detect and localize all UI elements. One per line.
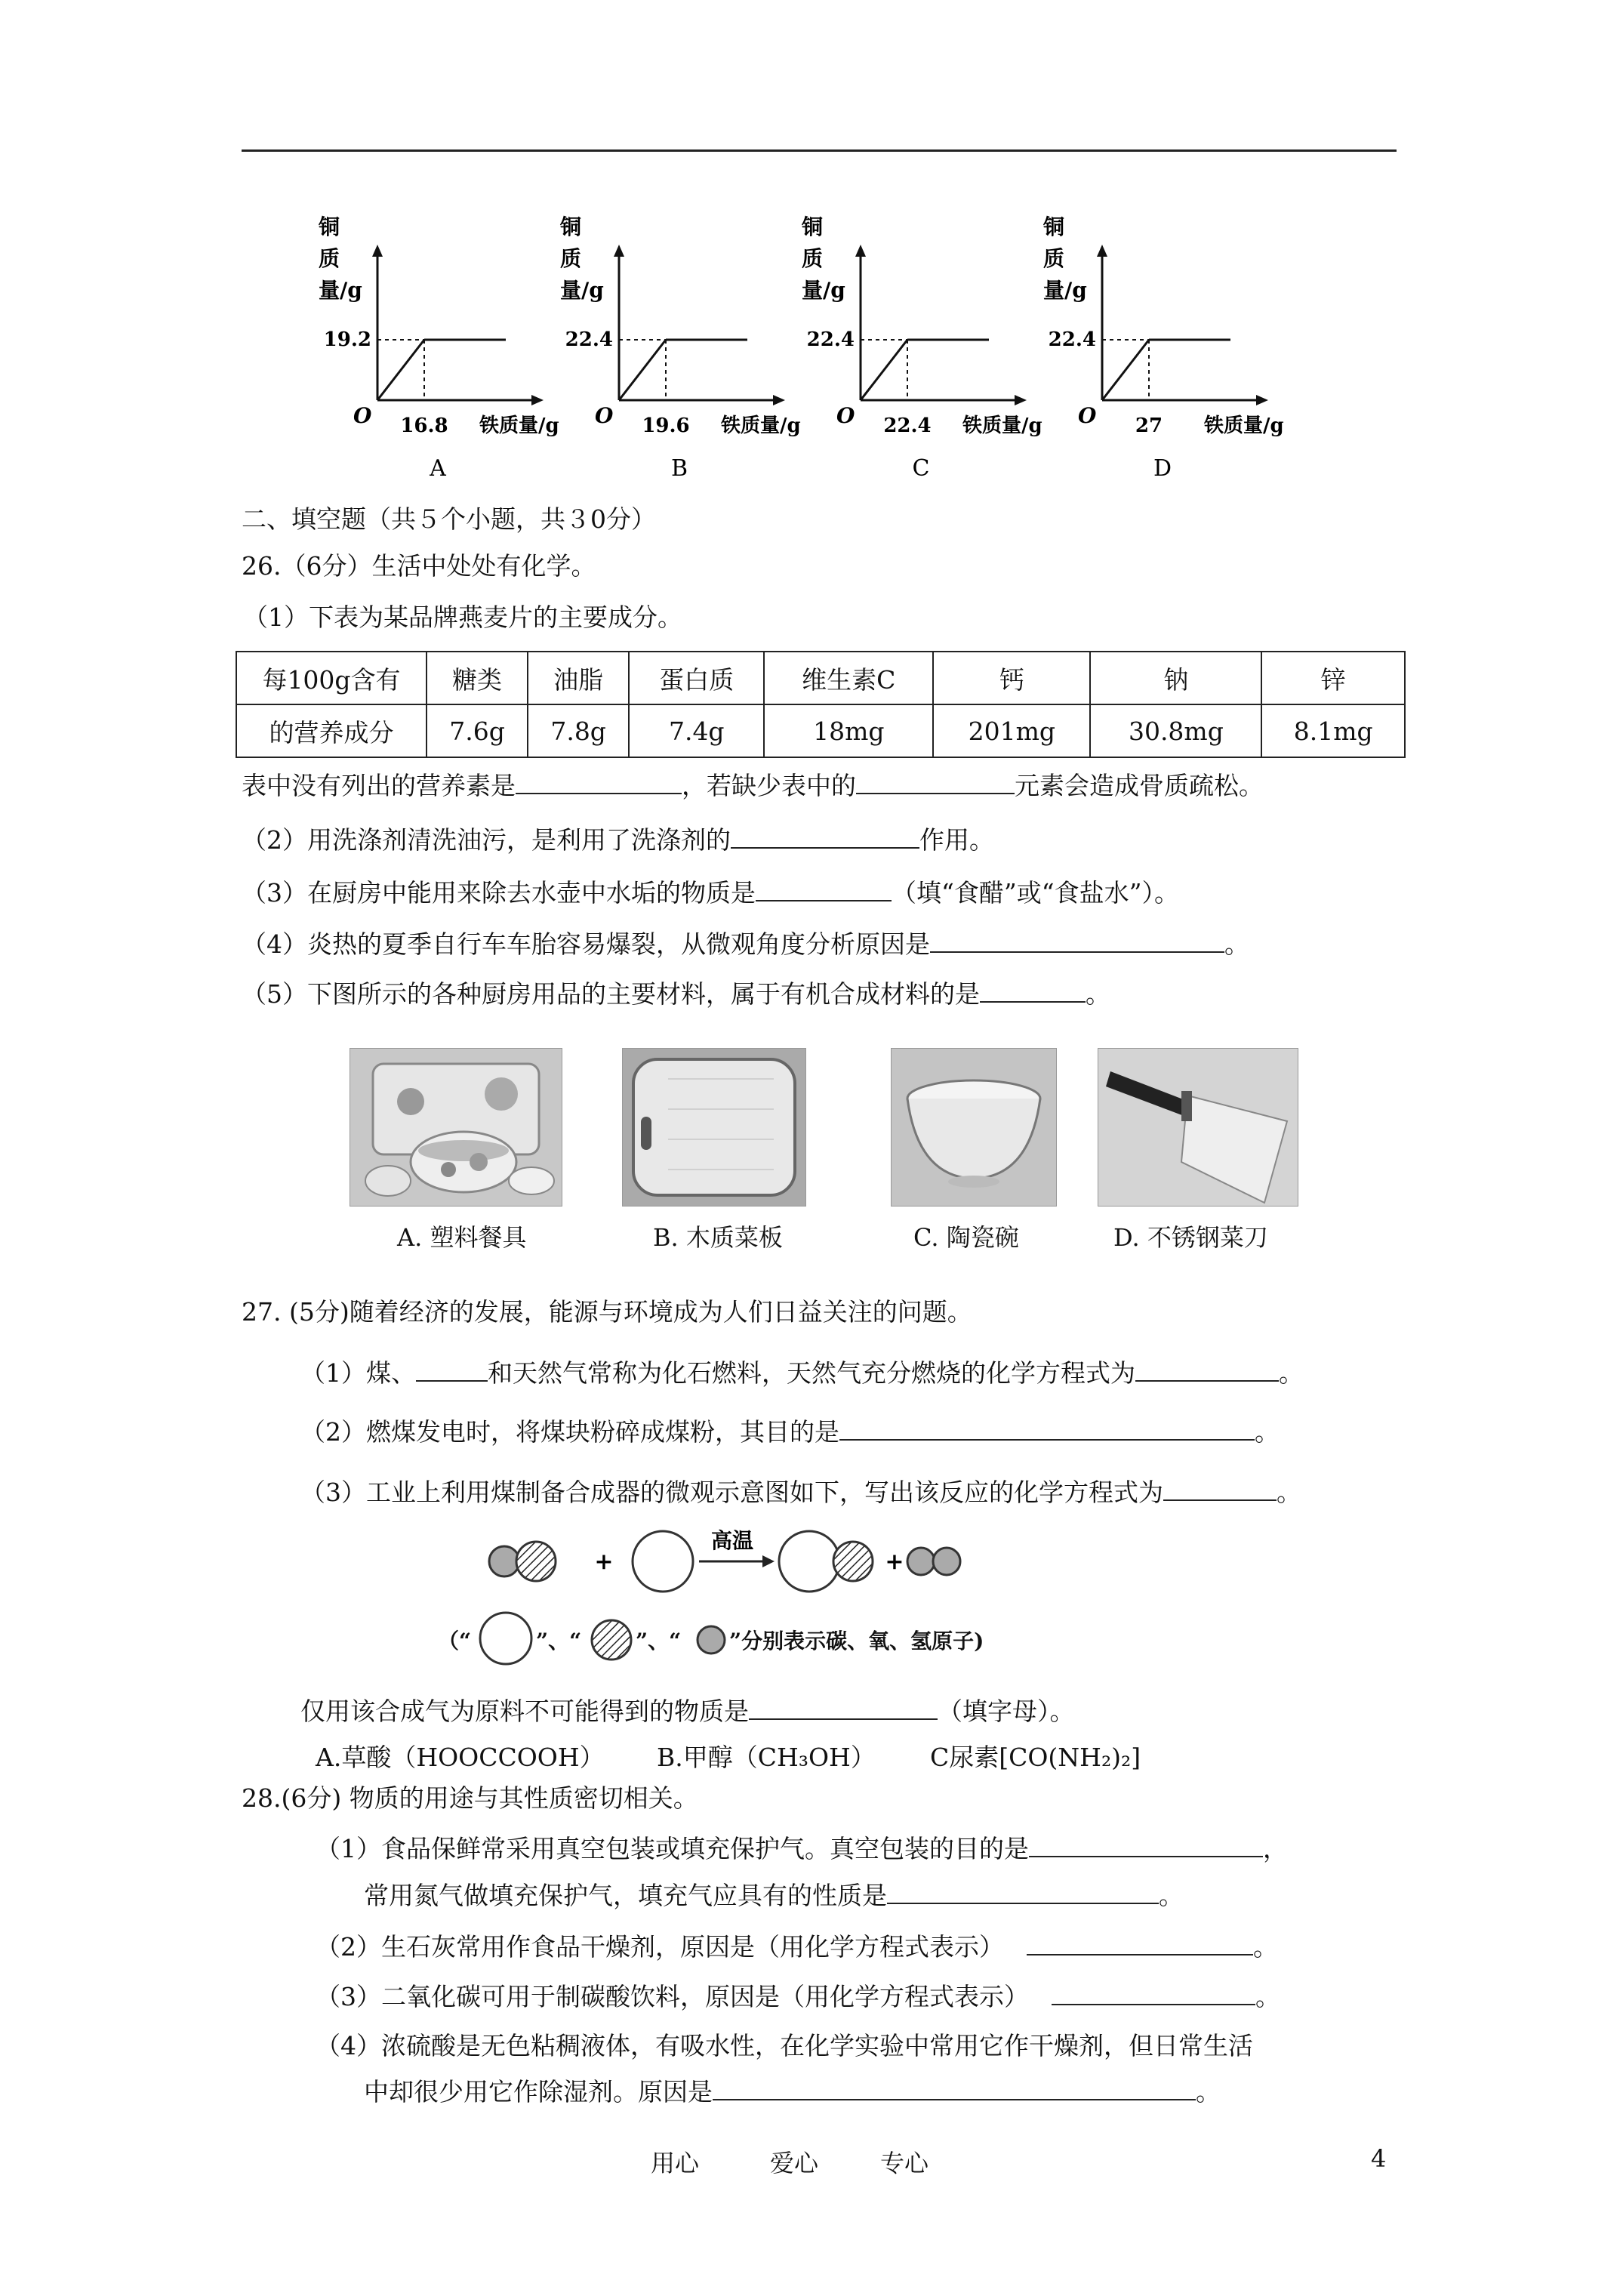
text: 。 bbox=[1196, 2077, 1221, 2106]
q27-p3 bbox=[300, 1477, 1301, 1508]
section-title: 二、填空题（共５个小题，共３0分） bbox=[242, 504, 656, 534]
reaction-condition: 高温 bbox=[710, 1528, 754, 1553]
graph-letter: A bbox=[430, 455, 446, 482]
table-cell: 7.4g bbox=[629, 704, 764, 757]
x-axis-arrow bbox=[1256, 395, 1268, 405]
y-tick-label: 22.4 bbox=[806, 328, 855, 351]
y-axis-label: 量/g bbox=[560, 278, 604, 303]
footer-mid: 爱心 bbox=[770, 2149, 819, 2177]
kitchen-knife-drawing bbox=[1098, 1049, 1298, 1206]
y-tick-label: 22.4 bbox=[565, 328, 613, 351]
y-axis-label: 量/g bbox=[1043, 278, 1087, 303]
legend-oxygen bbox=[589, 1617, 634, 1663]
table-cell: 的营养成分 bbox=[236, 704, 427, 757]
text: （2）生石灰常用作食品干燥剂，原因是（用化学方程式表示） bbox=[316, 1932, 1004, 1962]
answer-blank[interactable] bbox=[713, 2076, 1196, 2100]
answer-blank[interactable] bbox=[1163, 1477, 1277, 1501]
table-cell: 蛋白质 bbox=[629, 652, 764, 704]
text: （2）燃煤发电时，将煤块粉碎成煤粉，其目的是 bbox=[300, 1417, 839, 1447]
y-tick-label: 22.4 bbox=[1048, 328, 1096, 351]
x-axis-arrow bbox=[531, 395, 544, 405]
carbon-atom bbox=[779, 1531, 839, 1592]
q28-p4-cont bbox=[364, 2076, 1221, 2107]
text: （“ bbox=[438, 1629, 472, 1653]
oxygen-atom bbox=[516, 1542, 556, 1581]
diagram-legend bbox=[438, 1608, 1042, 1669]
x-tick-label: 22.4 bbox=[883, 415, 932, 437]
oxygen-atom bbox=[833, 1542, 873, 1581]
hydrogen-atom bbox=[933, 1548, 960, 1575]
origin-label: O bbox=[836, 403, 855, 428]
table-cell: 糖类 bbox=[427, 652, 528, 704]
caption-c: C. 陶瓷碗 bbox=[913, 1223, 1019, 1252]
answer-blank[interactable] bbox=[930, 929, 1224, 953]
text: （3）在厨房中能用来除去水壶中水垢的物质是 bbox=[242, 878, 756, 908]
q27-opt-a: A.草酸（HOOCCOOH） bbox=[316, 1743, 605, 1772]
text: 。 bbox=[1279, 1358, 1304, 1388]
text: 。 bbox=[1224, 929, 1249, 959]
text: 作用。 bbox=[919, 825, 994, 855]
answer-blank[interactable] bbox=[756, 877, 892, 901]
y-axis-label: 量/g bbox=[802, 278, 845, 303]
footer-left: 用心 bbox=[651, 2149, 700, 2177]
answer-blank[interactable] bbox=[1052, 1981, 1255, 2005]
q27-p1 bbox=[300, 1358, 1304, 1388]
table-cell: 8.1mg bbox=[1261, 704, 1405, 757]
table-cell: 201mg bbox=[933, 704, 1090, 757]
series-line-rise bbox=[1102, 340, 1149, 400]
text: 。 bbox=[1253, 1932, 1278, 1962]
q26-title: 26.（6分）生活中处处有化学。 bbox=[242, 551, 596, 581]
table-cell: 30.8mg bbox=[1090, 704, 1261, 757]
q26-p2 bbox=[242, 824, 994, 855]
text: 和天然气常称为化石燃料，天然气充分燃烧的化学方程式为 bbox=[488, 1358, 1135, 1388]
plastic-tableware-image bbox=[350, 1048, 562, 1207]
text: 仅用该合成气为原料不可能得到的物质是 bbox=[300, 1697, 749, 1726]
text: 。 bbox=[1255, 1417, 1280, 1447]
y-axis-arrow bbox=[614, 245, 624, 257]
answer-blank[interactable] bbox=[1029, 1833, 1263, 1857]
text: ， bbox=[1263, 1834, 1288, 1863]
header-rule bbox=[242, 149, 1397, 152]
arrow-head bbox=[762, 1555, 775, 1567]
y-tick-label: 19.2 bbox=[323, 328, 371, 351]
q27-title: 27. (5分)随着经济的发展，能源与环境成为人们日益关注的问题。 bbox=[242, 1297, 972, 1327]
y-axis-label: 质 bbox=[560, 246, 582, 271]
series-line-rise bbox=[619, 340, 666, 400]
answer-blank[interactable] bbox=[839, 1416, 1255, 1441]
y-axis-label: 铜 bbox=[319, 214, 340, 239]
text: 常用氮气做填充保护气，填充气应具有的性质是 bbox=[364, 1881, 887, 1910]
graph-letter: B bbox=[670, 455, 688, 482]
q26-p5 bbox=[242, 978, 1110, 1009]
table-cell: 18mg bbox=[764, 704, 933, 757]
text: （5）下图所示的各种厨房用品的主要材料，属于有机合成材料的是 bbox=[242, 979, 980, 1009]
text: （1）煤、 bbox=[300, 1358, 416, 1388]
kitchen-knife-image bbox=[1098, 1048, 1298, 1207]
text: ”、“ bbox=[636, 1629, 682, 1653]
y-axis-label: 质 bbox=[1043, 246, 1065, 271]
hydrogen-atom bbox=[489, 1546, 519, 1576]
table-cell: 钙 bbox=[933, 652, 1090, 704]
graphs-svg bbox=[302, 211, 1313, 483]
text: 。 bbox=[1277, 1478, 1301, 1507]
x-axis-label: 铁质量/g bbox=[962, 415, 1042, 437]
x-axis-arrow bbox=[1015, 395, 1027, 405]
q28-p3 bbox=[316, 1981, 1280, 2012]
q28-p2 bbox=[316, 1931, 1278, 1962]
text: ，若缺少表中的 bbox=[682, 771, 856, 800]
footer-right: 专心 bbox=[880, 2149, 929, 2177]
q26-p1: （1）下表为某品牌燕麦片的主要成分。 bbox=[243, 603, 682, 632]
text: 元素会造成骨质疏松。 bbox=[1015, 771, 1264, 800]
text: （1）食品保鲜常采用真空包装或填充保护气。真空包装的目的是 bbox=[316, 1834, 1029, 1863]
hydrogen-atom bbox=[907, 1548, 935, 1575]
x-tick-label: 19.6 bbox=[642, 415, 690, 437]
series-line-rise bbox=[377, 340, 424, 400]
q27-opt-b: B.甲醇（CH₃OH） bbox=[657, 1743, 876, 1772]
y-axis-label: 量/g bbox=[319, 278, 362, 303]
caption-d: D. 不锈钢菜刀 bbox=[1113, 1223, 1268, 1252]
caption-a: A. 塑料餐具 bbox=[397, 1223, 527, 1252]
answer-blank[interactable] bbox=[516, 770, 682, 794]
caption-b: B. 木质菜板 bbox=[653, 1223, 783, 1252]
answer-blank[interactable] bbox=[1027, 1931, 1253, 1955]
x-axis-label: 铁质量/g bbox=[479, 415, 559, 437]
answer-blank[interactable] bbox=[416, 1358, 488, 1382]
series-line-rise bbox=[861, 340, 907, 400]
ceramic-bowl-drawing bbox=[892, 1049, 1056, 1206]
q28-p1 bbox=[316, 1833, 1288, 1864]
q27-p4 bbox=[300, 1696, 1075, 1727]
wooden-board-image bbox=[622, 1048, 806, 1207]
table-cell: 维生素C bbox=[764, 652, 933, 704]
text: （3）工业上利用煤制备合成器的微观示意图如下，写出该反应的化学方程式为 bbox=[300, 1478, 1163, 1507]
origin-label: O bbox=[353, 403, 372, 428]
table-cell: 锌 bbox=[1261, 652, 1405, 704]
q26-p3 bbox=[242, 877, 1179, 908]
answer-blank[interactable] bbox=[980, 978, 1086, 1003]
y-axis-label: 质 bbox=[802, 246, 824, 271]
nutrition-table bbox=[236, 651, 1406, 758]
q27-p2 bbox=[300, 1416, 1280, 1447]
legend-hydrogen bbox=[694, 1623, 728, 1657]
ceramic-bowl-image bbox=[891, 1048, 1057, 1207]
carbon-atom bbox=[633, 1531, 693, 1592]
origin-label: O bbox=[595, 403, 614, 428]
table-cell: 钠 bbox=[1090, 652, 1261, 704]
origin-label: O bbox=[1078, 403, 1097, 428]
plus-sign: + bbox=[885, 1549, 904, 1575]
page-number: 4 bbox=[1371, 2144, 1387, 2173]
q28-p4: （4）浓硫酸是无色粘稠液体，有吸水性，在化学实验中常用它作干燥剂，但日常生活 bbox=[316, 2031, 1253, 2060]
y-axis-arrow bbox=[372, 245, 383, 257]
plus-sign: + bbox=[594, 1549, 614, 1575]
x-axis-arrow bbox=[773, 395, 785, 405]
y-axis-arrow bbox=[855, 245, 866, 257]
table-cell: 7.6g bbox=[427, 704, 528, 757]
q26-p4 bbox=[242, 929, 1249, 960]
text: ”、“ bbox=[536, 1629, 582, 1653]
text: 表中没有列出的营养素是 bbox=[242, 771, 516, 800]
wooden-board-drawing bbox=[623, 1049, 805, 1206]
x-tick-label: 27 bbox=[1135, 415, 1163, 437]
q28-title: 28.(6分) 物质的用途与其性质密切相关。 bbox=[242, 1783, 698, 1813]
y-axis-label: 铜 bbox=[1043, 214, 1065, 239]
text: （2）用洗涤剂清洗油污，是利用了洗涤剂的 bbox=[242, 825, 731, 855]
x-axis-label: 铁质量/g bbox=[1204, 415, 1284, 437]
q27-opt-c: C尿素[CO(NH₂)₂] bbox=[930, 1743, 1141, 1772]
answer-blank[interactable] bbox=[856, 770, 1015, 794]
text: 。 bbox=[1159, 1881, 1184, 1910]
text: 。 bbox=[1255, 1982, 1280, 2011]
q26-after-table bbox=[242, 770, 1264, 801]
table-cell: 7.8g bbox=[528, 704, 629, 757]
graph-letter: D bbox=[1153, 455, 1172, 482]
plastic-tableware-drawing bbox=[350, 1049, 562, 1206]
legend-carbon bbox=[476, 1608, 536, 1669]
text: 。 bbox=[1086, 979, 1110, 1009]
text: （4）炎热的夏季自行车车胎容易爆裂，从微观角度分析原因是 bbox=[242, 929, 930, 959]
text: （填“食醋”或“食盐水”）。 bbox=[892, 878, 1179, 908]
y-axis-arrow bbox=[1097, 245, 1107, 257]
table-cell: 油脂 bbox=[528, 652, 629, 704]
table-cell: 每100g含有 bbox=[236, 652, 427, 704]
x-axis-label: 铁质量/g bbox=[721, 415, 801, 437]
answer-blank[interactable] bbox=[1135, 1358, 1279, 1382]
y-axis-label: 铜 bbox=[802, 214, 824, 239]
y-axis-label: 质 bbox=[319, 246, 340, 271]
answer-blank[interactable] bbox=[749, 1696, 938, 1720]
table-row bbox=[236, 704, 1405, 757]
answer-blank[interactable] bbox=[887, 1880, 1159, 1904]
answer-blank[interactable] bbox=[731, 824, 919, 849]
table-row bbox=[236, 652, 1405, 704]
text: （填字母）。 bbox=[938, 1697, 1075, 1726]
y-axis-label: 铜 bbox=[560, 214, 582, 239]
graph-row bbox=[302, 211, 1313, 483]
x-tick-label: 16.8 bbox=[400, 415, 448, 437]
text: （3）二氧化碳可用于制碳酸饮料，原因是（用化学方程式表示） bbox=[316, 1982, 1029, 2011]
text: ”分别表示碳、氧、氢原子) bbox=[729, 1629, 984, 1653]
text: 中却很少用它作除湿剂。原因是 bbox=[364, 2077, 713, 2106]
q28-p1-cont bbox=[364, 1880, 1184, 1911]
graph-letter: C bbox=[912, 455, 930, 482]
